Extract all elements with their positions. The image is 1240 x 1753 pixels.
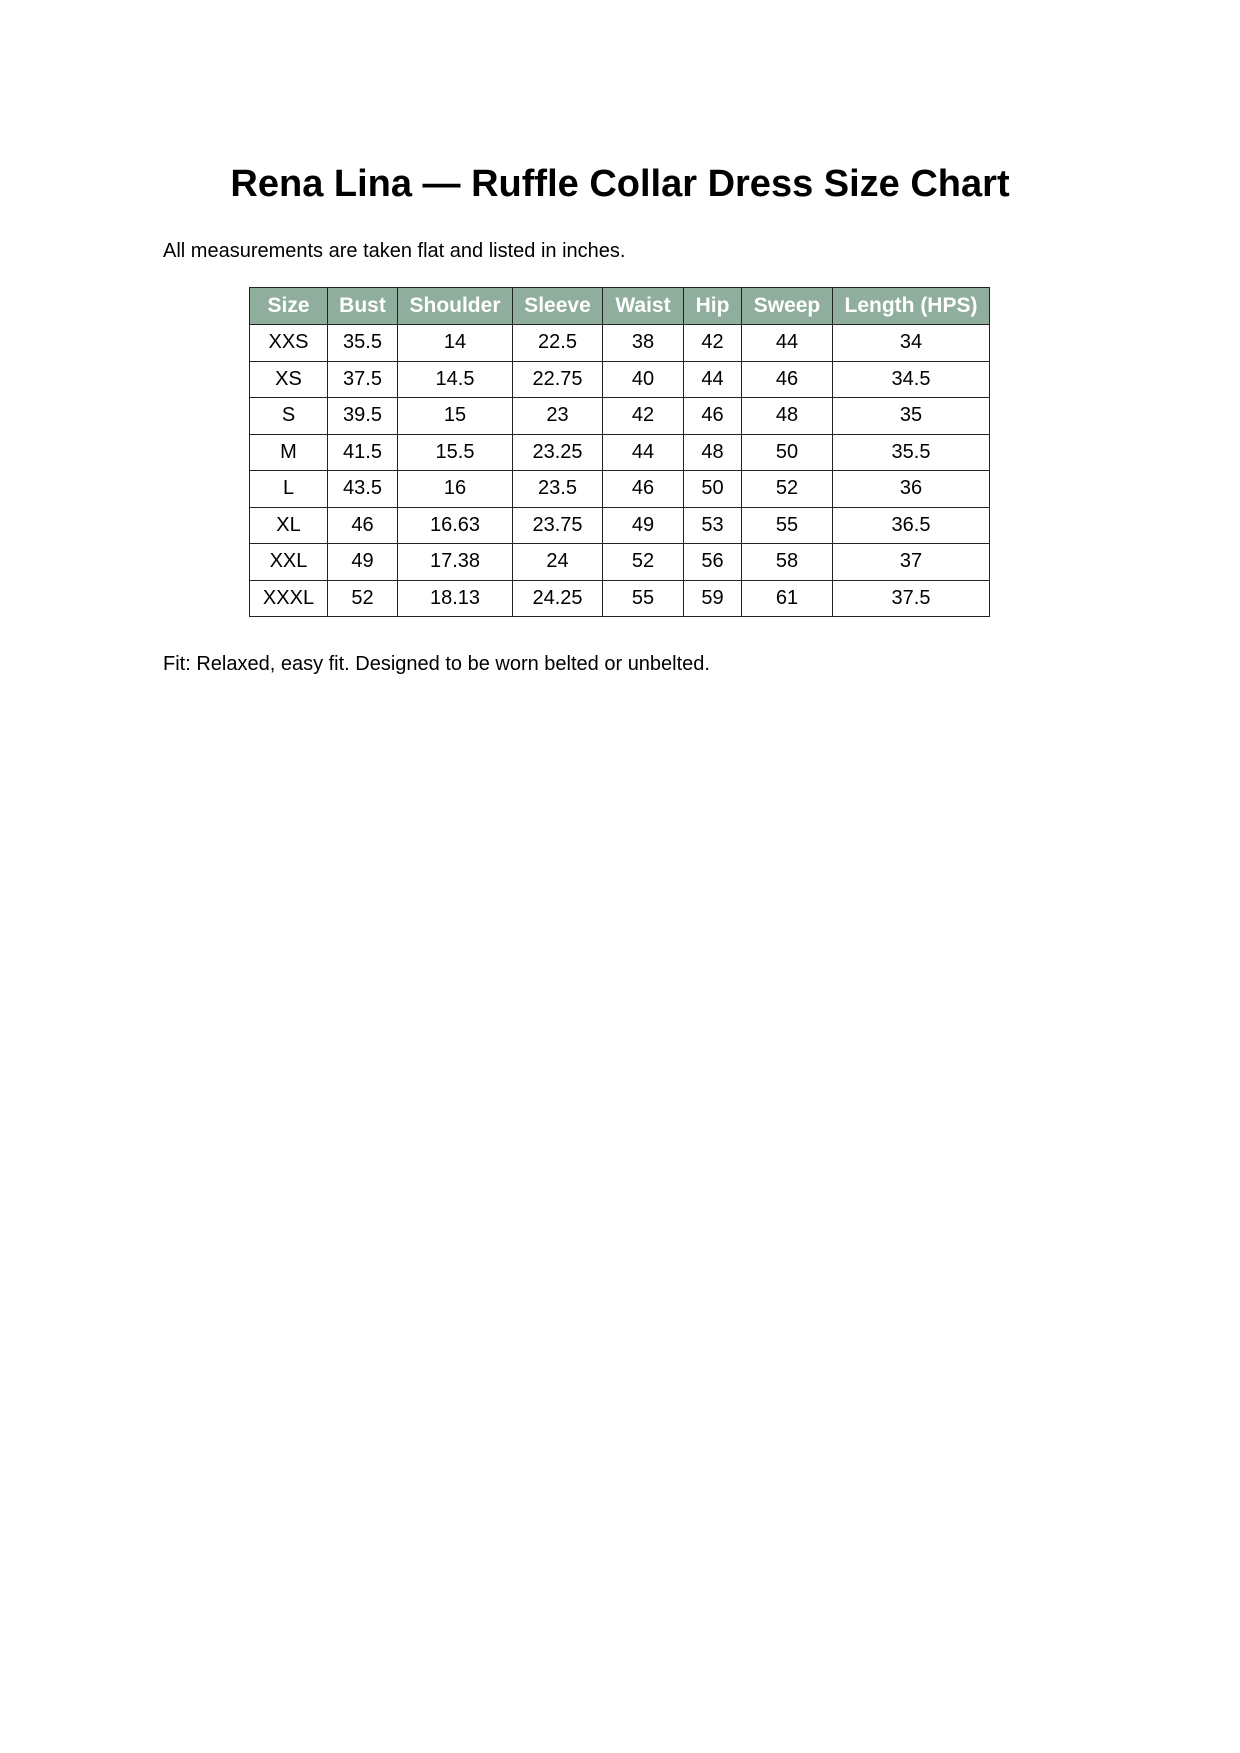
measurement-cell: 17.38 [398, 544, 513, 581]
column-header: Bust [328, 288, 398, 325]
table-row [250, 398, 990, 435]
measurement-cell: 49 [603, 507, 684, 544]
measurement-cell: 58 [742, 544, 833, 581]
measurement-cell: 61 [742, 580, 833, 617]
measurement-cell: 46 [742, 361, 833, 398]
table-row [250, 471, 990, 508]
measurement-cell: 16 [398, 471, 513, 508]
measurement-cell: 40 [603, 361, 684, 398]
measurement-cell: 48 [684, 434, 742, 471]
measurement-cell: 42 [684, 325, 742, 362]
size-label-cell: XS [250, 361, 328, 398]
measurement-cell: 22.75 [513, 361, 603, 398]
measurement-cell: 41.5 [328, 434, 398, 471]
page-title: Rena Lina — Ruffle Collar Dress Size Chart [230, 163, 1010, 205]
column-header: Shoulder [398, 288, 513, 325]
measurement-cell: 35.5 [328, 325, 398, 362]
column-header: Length (HPS) [833, 288, 990, 325]
measurement-cell: 18.13 [398, 580, 513, 617]
size-label-cell: XL [250, 507, 328, 544]
measurement-cell: 44 [742, 325, 833, 362]
measurement-cell: 23.5 [513, 471, 603, 508]
table-row [250, 580, 990, 617]
size-label-cell: XXL [250, 544, 328, 581]
table-body [250, 325, 990, 617]
measurement-cell: 23 [513, 398, 603, 435]
size-chart-table [249, 287, 990, 617]
measurement-cell: 14.5 [398, 361, 513, 398]
measurement-cell: 49 [328, 544, 398, 581]
measurement-cell: 35 [833, 398, 990, 435]
table-row [250, 507, 990, 544]
measurement-cell: 24 [513, 544, 603, 581]
measurement-cell: 37.5 [328, 361, 398, 398]
measurement-cell: 14 [398, 325, 513, 362]
measurement-cell: 23.75 [513, 507, 603, 544]
measurement-cell: 50 [684, 471, 742, 508]
measurement-cell: 36.5 [833, 507, 990, 544]
measurement-cell: 44 [603, 434, 684, 471]
size-label-cell: XXS [250, 325, 328, 362]
measurement-cell: 48 [742, 398, 833, 435]
measurement-cell: 42 [603, 398, 684, 435]
fit-note: Fit: Relaxed, easy fit. Designed to be worn belted or unbelted. [163, 653, 710, 675]
measurement-cell: 38 [603, 325, 684, 362]
measurement-cell: 46 [684, 398, 742, 435]
column-header: Sweep [742, 288, 833, 325]
measurement-cell: 35.5 [833, 434, 990, 471]
measurement-cell: 24.25 [513, 580, 603, 617]
intro-text: All measurements are taken flat and listed in inches. [163, 240, 626, 262]
measurement-cell: 37 [833, 544, 990, 581]
size-label-cell: XXXL [250, 580, 328, 617]
measurement-cell: 50 [742, 434, 833, 471]
measurement-cell: 44 [684, 361, 742, 398]
measurement-cell: 55 [742, 507, 833, 544]
measurement-cell: 34.5 [833, 361, 990, 398]
measurement-cell: 46 [603, 471, 684, 508]
size-label-cell: S [250, 398, 328, 435]
measurement-cell: 53 [684, 507, 742, 544]
measurement-cell: 55 [603, 580, 684, 617]
table-row [250, 325, 990, 362]
measurement-cell: 59 [684, 580, 742, 617]
measurement-cell: 36 [833, 471, 990, 508]
measurement-cell: 22.5 [513, 325, 603, 362]
column-header: Size [250, 288, 328, 325]
table-row [250, 361, 990, 398]
size-label-cell: L [250, 471, 328, 508]
measurement-cell: 15 [398, 398, 513, 435]
measurement-cell: 34 [833, 325, 990, 362]
measurement-cell: 52 [742, 471, 833, 508]
measurement-cell: 52 [328, 580, 398, 617]
measurement-cell: 56 [684, 544, 742, 581]
column-header: Hip [684, 288, 742, 325]
measurement-cell: 37.5 [833, 580, 990, 617]
measurement-cell: 46 [328, 507, 398, 544]
table-header-row [250, 288, 990, 325]
table-row [250, 434, 990, 471]
measurement-cell: 52 [603, 544, 684, 581]
column-header: Sleeve [513, 288, 603, 325]
measurement-cell: 23.25 [513, 434, 603, 471]
measurement-cell: 43.5 [328, 471, 398, 508]
measurement-cell: 39.5 [328, 398, 398, 435]
column-header: Waist [603, 288, 684, 325]
measurement-cell: 16.63 [398, 507, 513, 544]
size-label-cell: M [250, 434, 328, 471]
table-row [250, 544, 990, 581]
measurement-cell: 15.5 [398, 434, 513, 471]
